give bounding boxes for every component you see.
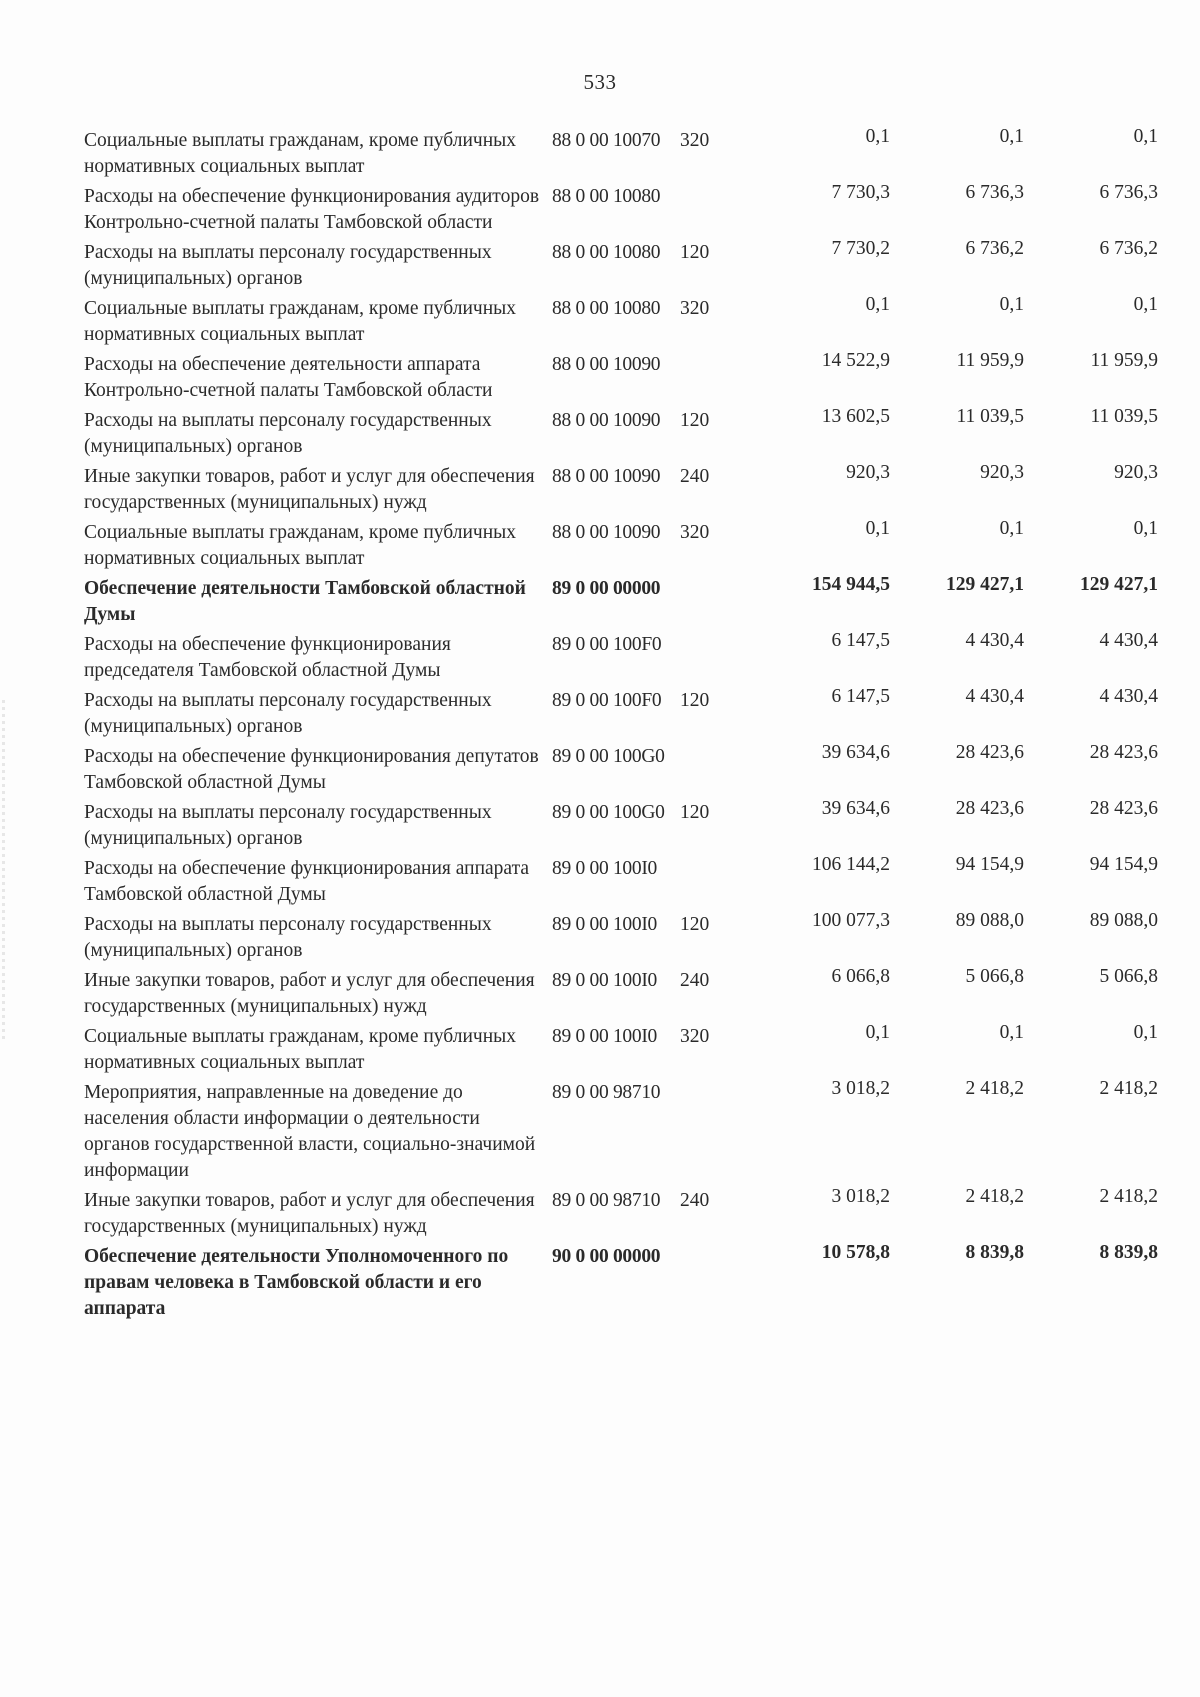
row-expense-type: 240 — [680, 970, 710, 991]
row-target-code: 88 0 00 10070 — [552, 130, 661, 151]
row-value-year-3: 28 423,6 — [1089, 798, 1158, 819]
row-value-year-3: 6 736,3 — [1099, 182, 1158, 203]
row-value-year-3: 89 088,0 — [1089, 910, 1158, 931]
row-value-year-3: 2 418,2 — [1099, 1186, 1158, 1207]
table-row — [84, 464, 1174, 516]
row-expense-type: 240 — [680, 466, 710, 487]
row-value-year-2: 6 736,2 — [965, 238, 1024, 259]
row-value-year-1: 39 634,6 — [821, 798, 890, 819]
table-row — [84, 520, 1174, 572]
table-row — [84, 968, 1174, 1020]
row-value-year-1: 0,1 — [865, 294, 890, 315]
row-name: Расходы на выплаты персоналу государственных (муниципальных) органов — [84, 802, 492, 849]
row-name: Мероприятия, направленные на доведение до населения области информации о деятельности органов государственной власти, социально-значимой информации — [84, 1082, 536, 1181]
row-value-year-3: 4 430,4 — [1099, 686, 1158, 707]
row-value-year-1: 154 944,5 — [812, 574, 890, 595]
table-row — [84, 632, 1174, 684]
row-target-code: 89 0 00 98710 — [552, 1190, 661, 1211]
row-expense-type: 120 — [680, 410, 710, 431]
table-row — [84, 688, 1174, 740]
row-name: Социальные выплаты гражданам, кроме публичных нормативных социальных выплат — [84, 130, 516, 177]
row-value-year-1: 14 522,9 — [821, 350, 890, 371]
row-value-year-3: 5 066,8 — [1099, 966, 1158, 987]
table-row — [84, 184, 1174, 236]
table-row — [84, 296, 1174, 348]
row-value-year-3: 0,1 — [1133, 126, 1158, 147]
row-target-code: 88 0 00 10080 — [552, 298, 661, 319]
row-value-year-2: 11 959,9 — [956, 350, 1024, 371]
row-value-year-2: 28 423,6 — [955, 798, 1024, 819]
row-value-year-1: 10 578,8 — [821, 1242, 890, 1263]
row-expense-type: 120 — [680, 690, 710, 711]
row-value-year-1: 7 730,3 — [831, 182, 890, 203]
budget-table — [84, 128, 1174, 1326]
row-target-code: 89 0 00 100F0 — [552, 690, 662, 711]
row-value-year-1: 39 634,6 — [821, 742, 890, 763]
table-row — [84, 240, 1174, 292]
row-value-year-2: 28 423,6 — [955, 742, 1024, 763]
table-row — [84, 576, 1174, 628]
row-value-year-3: 8 839,8 — [1099, 1242, 1158, 1263]
row-expense-type: 320 — [680, 130, 710, 151]
row-value-year-3: 920,3 — [1114, 462, 1158, 483]
row-name: Иные закупки товаров, работ и услуг для обеспечения государственных (муниципальных) нужд — [84, 970, 535, 1017]
row-name: Обеспечение деятельности Уполномоченного по правам человека в Тамбовской области и его аппарата — [84, 1246, 509, 1319]
row-name: Иные закупки товаров, работ и услуг для обеспечения государственных (муниципальных) нужд — [84, 1190, 535, 1237]
row-target-code: 89 0 00 100G0 — [552, 746, 665, 767]
row-value-year-2: 0,1 — [999, 518, 1024, 539]
row-target-code: 90 0 00 00000 — [552, 1246, 661, 1267]
page-number: 533 — [583, 70, 617, 94]
row-value-year-1: 100 077,3 — [812, 910, 890, 931]
row-target-code: 89 0 00 100I0 — [552, 970, 657, 991]
row-name: Социальные выплаты гражданам, кроме публичных нормативных социальных выплат — [84, 298, 516, 345]
row-value-year-2: 920,3 — [980, 462, 1024, 483]
row-value-year-3: 2 418,2 — [1099, 1078, 1158, 1099]
table-row — [84, 1244, 1174, 1322]
row-value-year-2: 89 088,0 — [955, 910, 1024, 931]
row-expense-type: 240 — [680, 1190, 710, 1211]
row-value-year-2: 8 839,8 — [965, 1242, 1024, 1263]
row-target-code: 89 0 00 100I0 — [552, 858, 657, 879]
row-value-year-1: 0,1 — [865, 126, 890, 147]
row-value-year-2: 2 418,2 — [965, 1078, 1024, 1099]
row-value-year-3: 0,1 — [1133, 518, 1158, 539]
row-value-year-1: 6 147,5 — [831, 630, 890, 651]
row-value-year-2: 0,1 — [999, 126, 1024, 147]
row-target-code: 89 0 00 00000 — [552, 578, 661, 599]
row-value-year-2: 4 430,4 — [965, 630, 1024, 651]
row-value-year-2: 94 154,9 — [955, 854, 1024, 875]
table-row — [84, 912, 1174, 964]
row-value-year-1: 0,1 — [865, 518, 890, 539]
row-target-code: 88 0 00 10090 — [552, 466, 661, 487]
row-value-year-3: 94 154,9 — [1089, 854, 1158, 875]
row-value-year-3: 11 039,5 — [1090, 406, 1158, 427]
row-name: Социальные выплаты гражданам, кроме публичных нормативных социальных выплат — [84, 522, 516, 569]
row-expense-type: 120 — [680, 802, 710, 823]
row-value-year-2: 11 039,5 — [956, 406, 1024, 427]
row-expense-type: 120 — [680, 242, 710, 263]
table-row — [84, 128, 1174, 180]
row-target-code: 88 0 00 10080 — [552, 186, 661, 207]
table-row — [84, 856, 1174, 908]
row-value-year-3: 4 430,4 — [1099, 630, 1158, 651]
table-row — [84, 352, 1174, 404]
row-value-year-2: 4 430,4 — [965, 686, 1024, 707]
row-value-year-3: 6 736,2 — [1099, 238, 1158, 259]
row-value-year-3: 0,1 — [1133, 1022, 1158, 1043]
row-value-year-1: 13 602,5 — [821, 406, 890, 427]
row-name: Иные закупки товаров, работ и услуг для обеспечения государственных (муниципальных) нужд — [84, 466, 535, 513]
row-value-year-3: 129 427,1 — [1080, 574, 1158, 595]
row-value-year-1: 7 730,2 — [831, 238, 890, 259]
row-value-year-2: 6 736,3 — [965, 182, 1024, 203]
row-name: Расходы на обеспечение функционирования депутатов Тамбовской областной Думы — [84, 746, 539, 793]
row-name: Расходы на выплаты персоналу государственных (муниципальных) органов — [84, 690, 492, 737]
row-value-year-1: 6 147,5 — [831, 686, 890, 707]
row-target-code: 89 0 00 98710 — [552, 1082, 661, 1103]
row-value-year-1: 106 144,2 — [812, 854, 890, 875]
row-target-code: 89 0 00 100G0 — [552, 802, 665, 823]
row-name: Расходы на обеспечение деятельности аппарата Контрольно-счетной палаты Тамбовской области — [84, 354, 493, 401]
row-value-year-1: 3 018,2 — [831, 1186, 890, 1207]
row-value-year-1: 920,3 — [846, 462, 890, 483]
row-value-year-2: 129 427,1 — [946, 574, 1024, 595]
row-value-year-2: 5 066,8 — [965, 966, 1024, 987]
table-row — [84, 408, 1174, 460]
row-target-code: 89 0 00 100I0 — [552, 1026, 657, 1047]
row-target-code: 88 0 00 10090 — [552, 410, 661, 431]
row-value-year-1: 6 066,8 — [831, 966, 890, 987]
row-name: Расходы на обеспечение функционирования аудиторов Контрольно-счетной палаты Тамбовской области — [84, 186, 540, 233]
row-expense-type: 320 — [680, 1026, 710, 1047]
scan-artifact — [2, 700, 5, 1040]
table-row — [84, 1188, 1174, 1240]
table-row — [84, 1080, 1174, 1184]
row-target-code: 88 0 00 10080 — [552, 242, 661, 263]
row-expense-type: 120 — [680, 914, 710, 935]
row-value-year-3: 28 423,6 — [1089, 742, 1158, 763]
table-row — [84, 1024, 1174, 1076]
row-target-code: 88 0 00 10090 — [552, 354, 661, 375]
row-target-code: 89 0 00 100I0 — [552, 914, 657, 935]
row-value-year-3: 11 959,9 — [1090, 350, 1158, 371]
row-target-code: 88 0 00 10090 — [552, 522, 661, 543]
row-value-year-2: 2 418,2 — [965, 1186, 1024, 1207]
table-row — [84, 800, 1174, 852]
row-expense-type: 320 — [680, 298, 710, 319]
row-target-code: 89 0 00 100F0 — [552, 634, 662, 655]
row-value-year-1: 3 018,2 — [831, 1078, 890, 1099]
table-row — [84, 744, 1174, 796]
row-name: Обеспечение деятельности Тамбовской областной Думы — [84, 578, 526, 625]
row-name: Расходы на обеспечение функционирования председателя Тамбовской областной Думы — [84, 634, 451, 681]
row-value-year-1: 0,1 — [865, 1022, 890, 1043]
row-name: Расходы на обеспечение функционирования аппарата Тамбовской областной Думы — [84, 858, 529, 905]
row-value-year-2: 0,1 — [999, 294, 1024, 315]
row-name: Расходы на выплаты персоналу государственных (муниципальных) органов — [84, 914, 492, 961]
row-expense-type: 320 — [680, 522, 710, 543]
row-value-year-2: 0,1 — [999, 1022, 1024, 1043]
row-name: Расходы на выплаты персоналу государственных (муниципальных) органов — [84, 410, 492, 457]
row-value-year-3: 0,1 — [1133, 294, 1158, 315]
row-name: Социальные выплаты гражданам, кроме публичных нормативных социальных выплат — [84, 1026, 516, 1073]
row-name: Расходы на выплаты персоналу государственных (муниципальных) органов — [84, 242, 492, 289]
